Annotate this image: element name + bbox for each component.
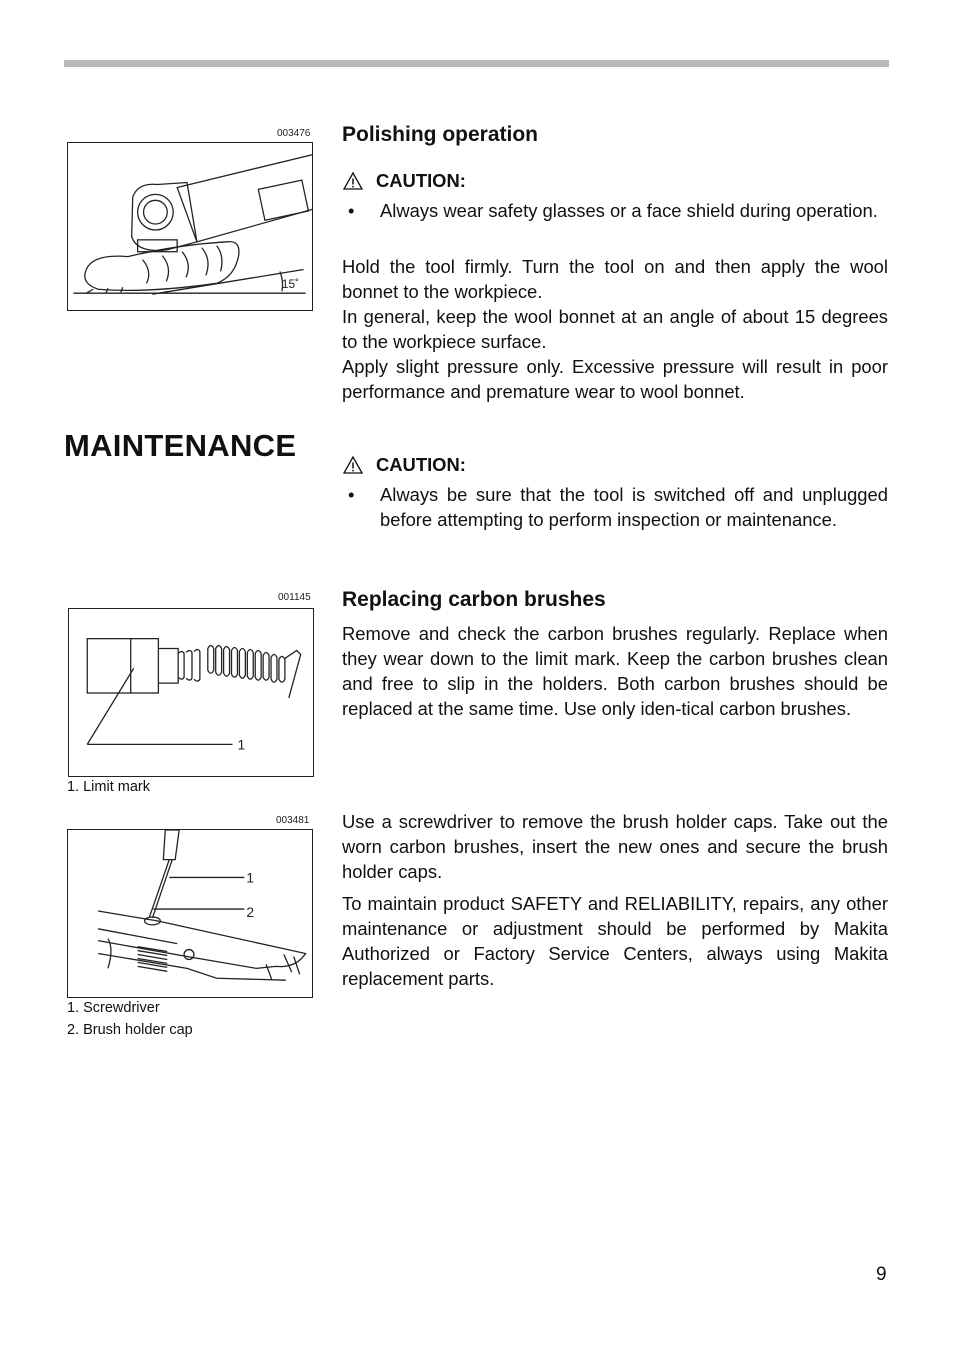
- caution-label: CAUTION:: [376, 170, 466, 191]
- caution-maintenance: [342, 454, 466, 476]
- carbon-brush-drawing: [69, 609, 313, 776]
- caution-polishing: [342, 170, 466, 192]
- figure-caption: 1. Screwdriver: [67, 1000, 160, 1016]
- callout-2: 2: [246, 903, 255, 920]
- header-rule: [64, 60, 889, 67]
- warning-triangle-icon: [342, 455, 364, 475]
- polishing-paragraph: In general, keep the wool bonnet at an angle of about 15 degrees to the workpiece surface.: [342, 306, 888, 352]
- carbon-brush-illustration: [68, 608, 314, 777]
- bullet-symbol: •: [348, 484, 355, 505]
- caution-label: CAUTION:: [376, 454, 466, 475]
- brushes-paragraph: Remove and check the carbon brushes regularly. Replace when they wear down to the limit mark. Keep the carbon brushes clean and free to slip in the holders. Both carbon brushes should be replaced at the same time. Use only iden-tical carbon brushes.: [342, 623, 888, 719]
- polishing-paragraph: Hold the tool firmly. Turn the tool on and then apply the wool bonnet to the workpiece.: [342, 256, 888, 302]
- brush-holder-illustration: [67, 829, 313, 998]
- brushes-heading: Replacing carbon brushes: [342, 588, 606, 611]
- bullet-text: Always wear safety glasses or a face shield during operation.: [380, 200, 878, 221]
- bullet-text: Always be sure that the tool is switched off and unplugged before attempting to perform inspection or maintenance.: [380, 484, 888, 530]
- figure-caption: 2. Brush holder cap: [67, 1022, 193, 1038]
- polishing-heading: Polishing operation: [342, 123, 539, 146]
- polishing-body: [342, 254, 888, 404]
- polisher-drawing: [68, 143, 312, 310]
- caution-bullet-polishing: [342, 198, 888, 223]
- brushes-paragraph-2: Use a screwdriver to remove the brush holder caps. Take out the worn carbon brushes, insert the new ones and secure the brush holder caps.: [342, 811, 888, 882]
- maintenance-heading: MAINTENANCE: [64, 428, 297, 463]
- brushes-paragraph-3: To maintain product SAFETY and RELIABILITY, repairs, any other maintenance or adjustment should be performed by Makita Authorized or Factory Service Centers, always using Makita replacement parts.: [342, 893, 888, 989]
- caution-bullet-maintenance: [342, 482, 888, 532]
- screwdriver-drawing: [68, 830, 312, 997]
- angle-label: 15˚: [281, 277, 300, 292]
- figure-code-polish: 003476: [277, 128, 311, 139]
- polishing-illustration: [67, 142, 313, 311]
- figure-code-cap: 003481: [276, 815, 310, 826]
- figure-code-brush: 001145: [278, 592, 311, 603]
- figure-caption: 1. Limit mark: [67, 779, 150, 795]
- polishing-paragraph: Apply slight pressure only. Excessive pressure will result in poor performance and premature wear to wool bonnet.: [342, 356, 888, 402]
- callout-1: 1: [237, 736, 246, 753]
- bullet-symbol: •: [348, 200, 355, 221]
- callout-1: 1: [246, 869, 255, 886]
- page-number: 9: [876, 1264, 887, 1285]
- warning-triangle-icon: [342, 171, 364, 191]
